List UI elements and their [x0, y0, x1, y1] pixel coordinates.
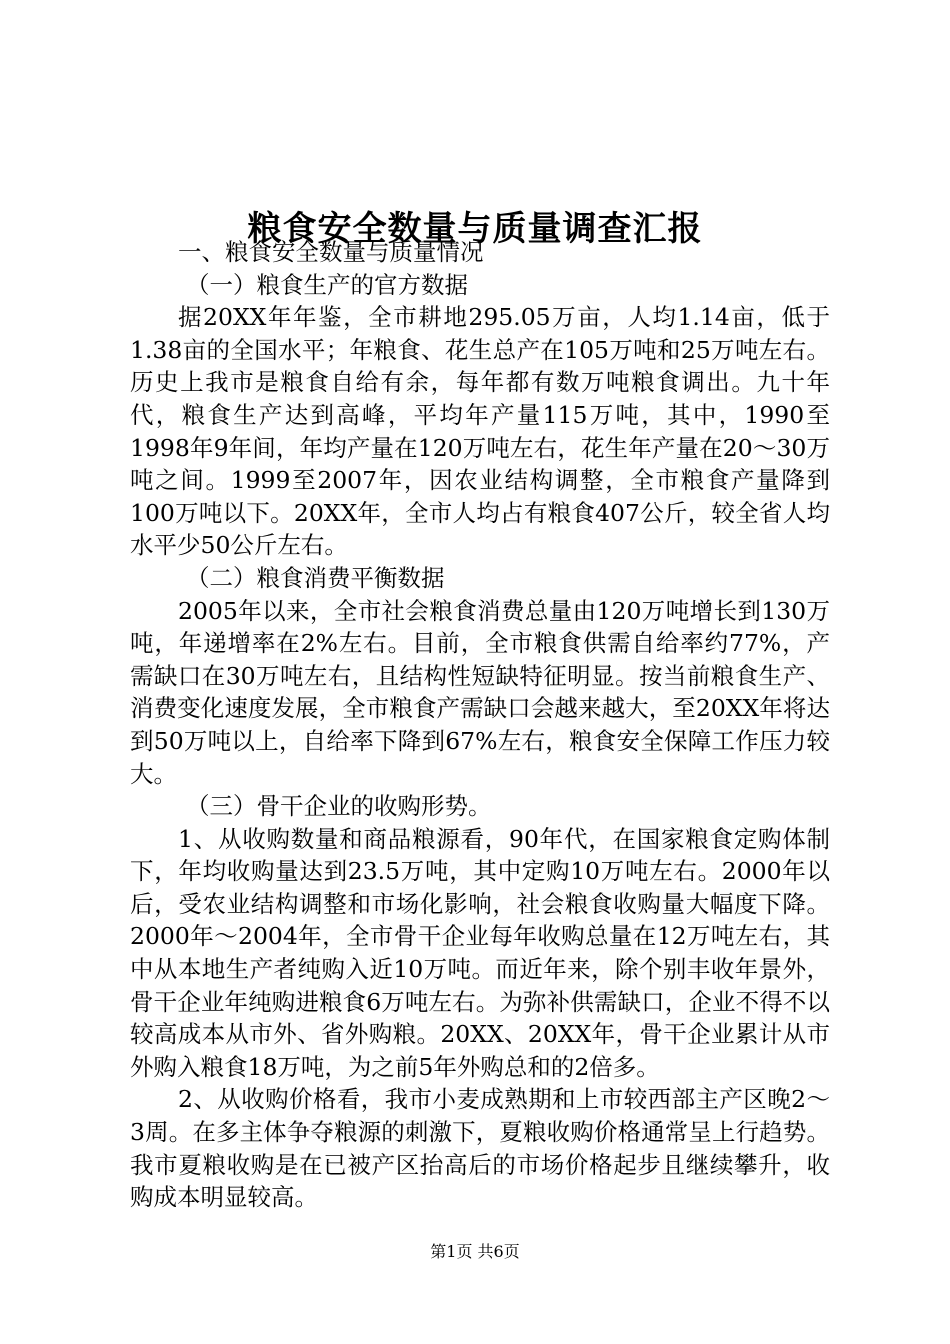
- page-number-footer: 第1页 共6页: [430, 1242, 520, 1261]
- paragraph-consumption-balance: 2005年以来，全市社会粮食消费总量由120万吨增长到130万吨，年递增率在2%左右。目前，全市粮食供需自给率约77%，产需缺口在30万吨左右，且结构性短缺特征明显。按当前粮食生产、消费变化速度发展，全市粮食产需缺口会越来越大，至20XX年将达到50万吨以上，自给率下降到67%左右，粮食安全保障工作压力较大。: [130, 596, 830, 788]
- document-title: 粮食安全数量与质量调查汇报: [247, 208, 703, 249]
- paragraph-purchase-price: 2、从收购价格看，我市小麦成熟期和上市较西部主产区晚2～3周。在多主体争夺粮源的刺激下，夏粮收购价格通常呈上行趋势。我市夏粮收购是在已被产区抬高后的市场价格起步且继续攀升，收购成本明显较高。: [130, 1085, 830, 1212]
- document-body: [130, 236, 830, 1214]
- paragraph-purchase-quantity: 1、从收购数量和商品粮源看，90年代，在国家粮食定购体制下，年均收购量达到23.5万吨，其中定购10万吨左右。2000年以后，受农业结构调整和市场化影响，社会粮食收购量大幅度下降。2000年～2004年，全市骨干企业每年收购总量在12万吨左右，其中从本地生产者纯购入近10万吨。而近年来，除个别丰收年景外，骨干企业年纯购进粮食6万吨左右。为弥补供需缺口，企业不得不以较高成本从市外、省外购粮。20XX、20XX年，骨干企业累计从市外购入粮食18万吨，为之前5年外购总和的2倍多。: [130, 824, 830, 1081]
- subsection-heading-3: （三）骨干企业的收购形势。: [186, 792, 492, 821]
- section-heading-1: 一、粮食安全数量与质量情况: [178, 238, 484, 266]
- paragraph-production-data: 据20XX年年鉴，全市耕地295.05万亩，人均1.14亩，低于1.38亩的全国水平；年粮食、花生总产在105万吨和25万吨左右。历史上我市是粮食自给有余，每年都有数万吨粮食调出。九十年代，粮食生产达到高峰，平均年产量115万吨，其中，1990至1998年9年间，年均产量在120万吨左右，花生年产量在20～30万吨之间。1999至2007年，因农业结构调整，全市粮食产量降到100万吨以下。20XX年，全市人均占有粮食407公斤，较全省人均水平少50公斤左右。: [130, 303, 830, 560]
- subsection-heading-2: （二）粮食消费平衡数据: [186, 563, 445, 592]
- subsection-heading-1: （一）粮食生产的官方数据: [186, 270, 468, 299]
